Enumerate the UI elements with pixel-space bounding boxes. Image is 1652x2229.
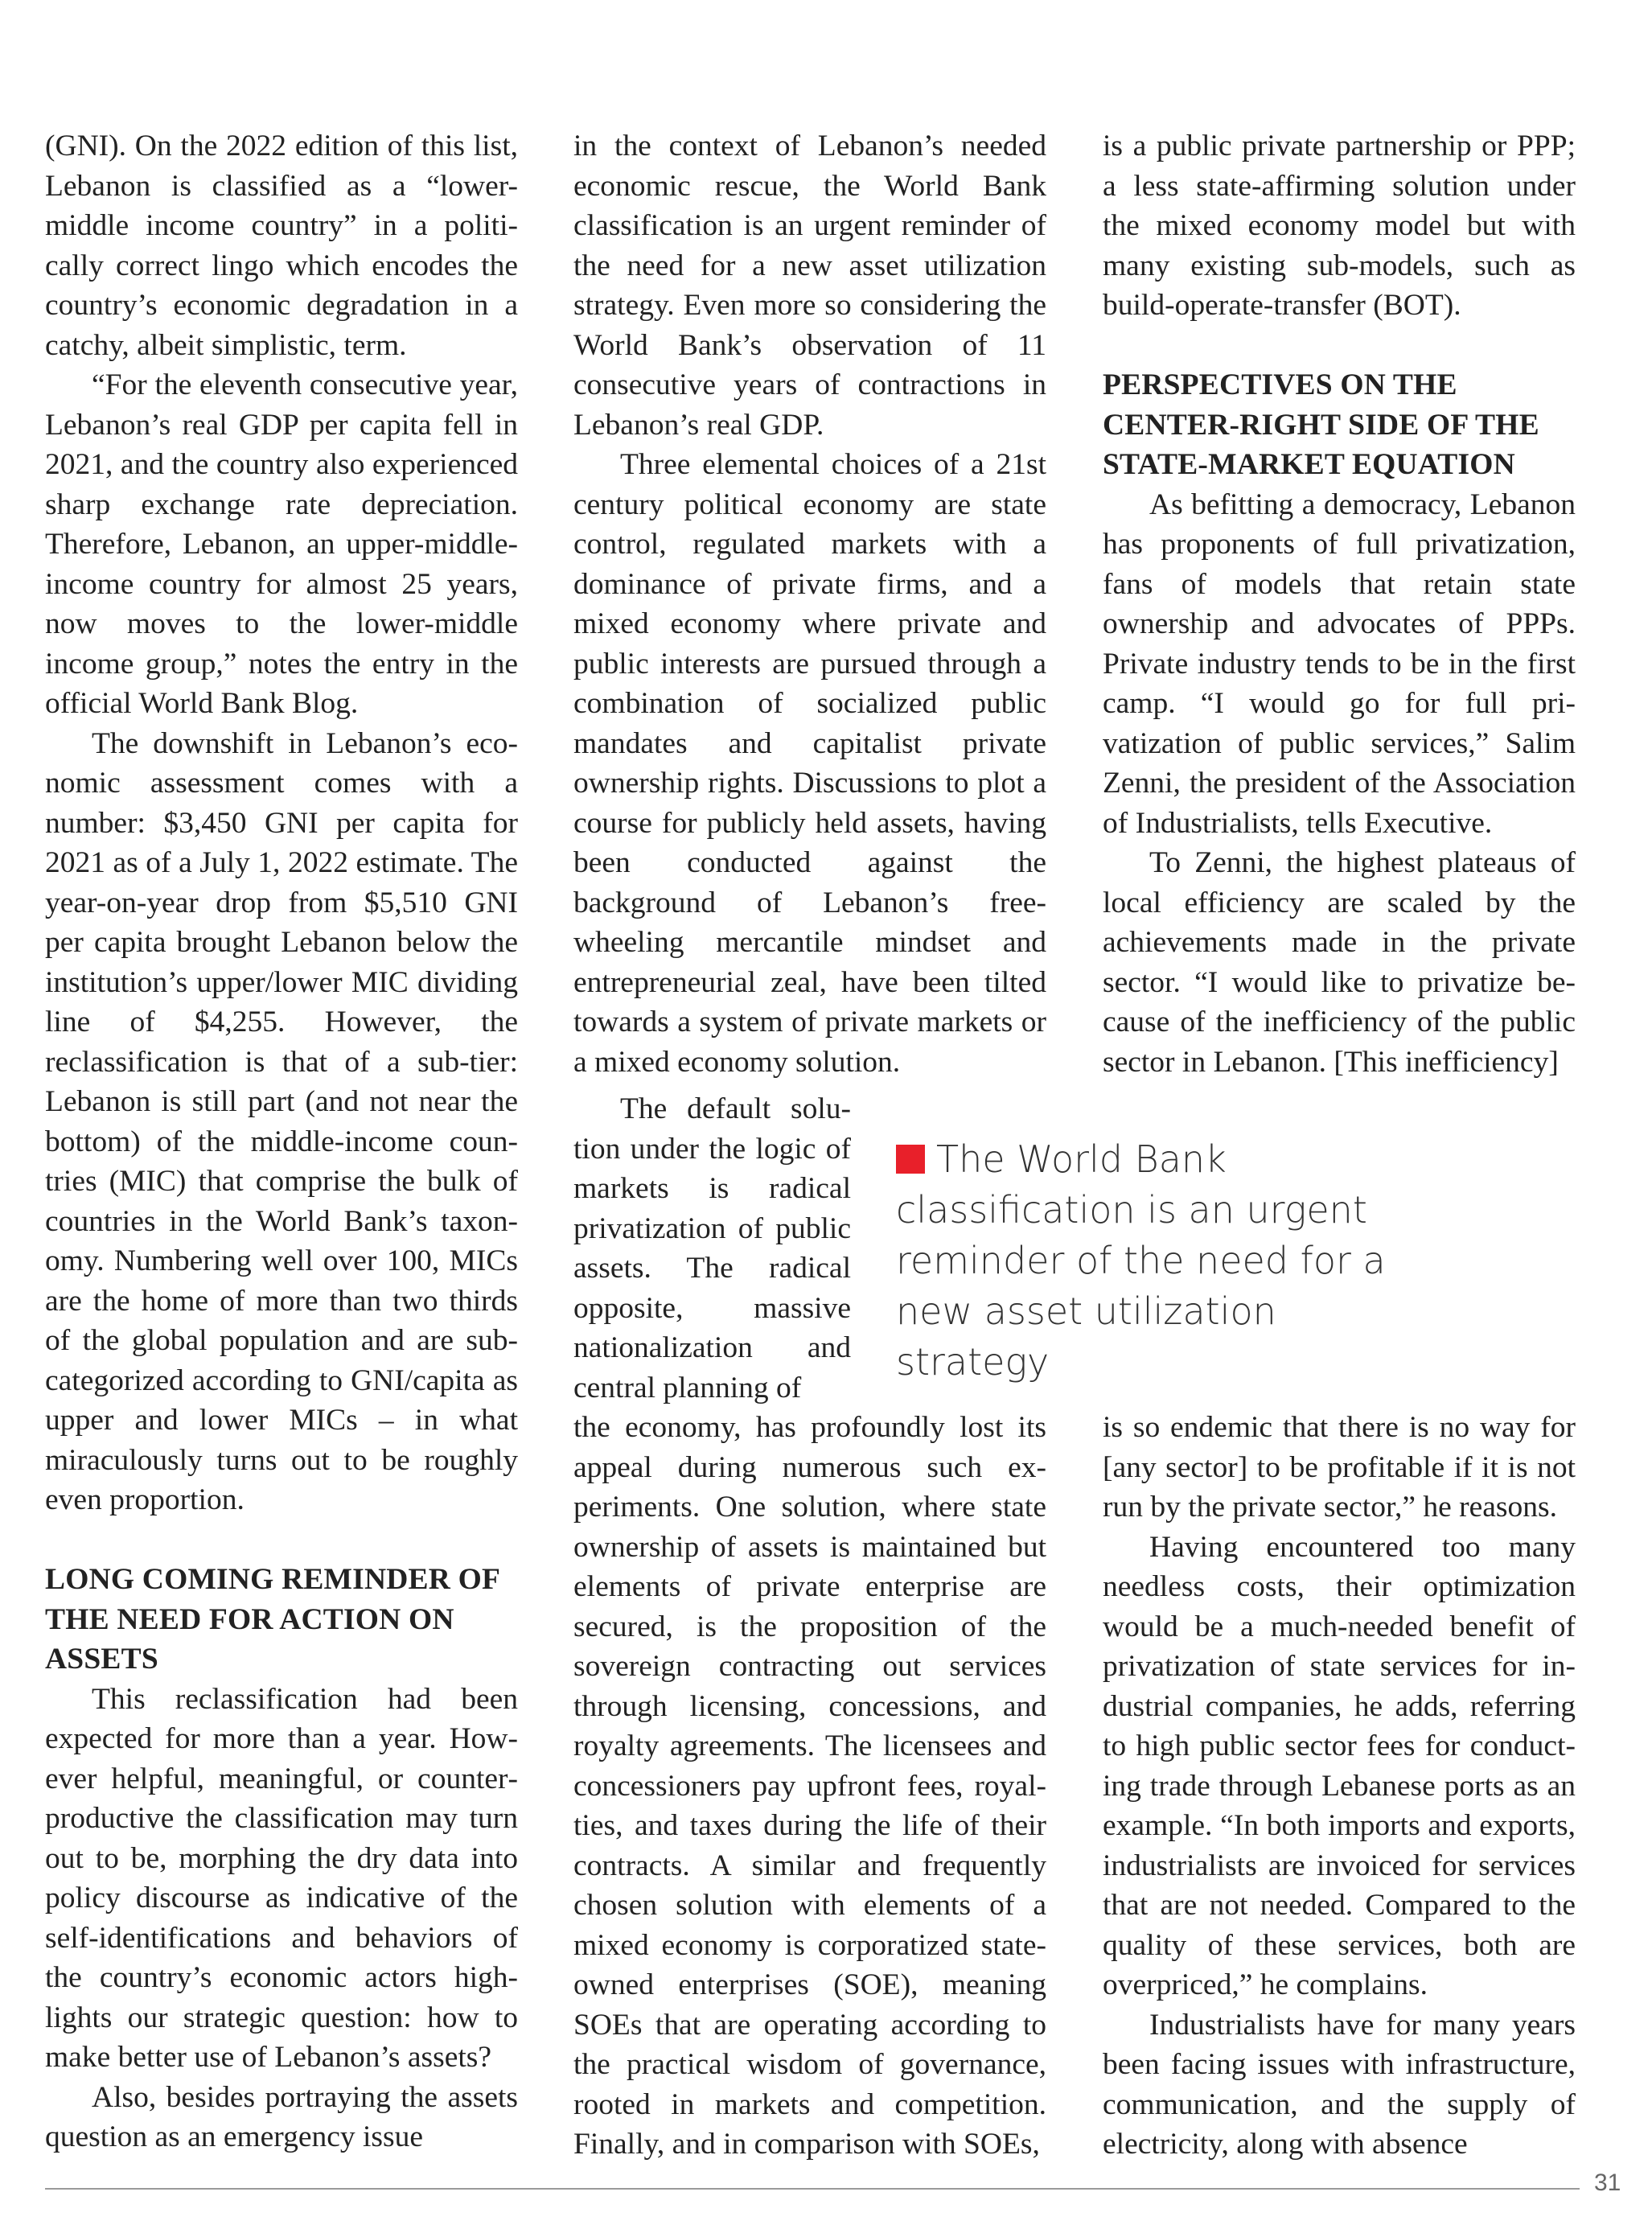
paragraph: Having encountered too many needless costs, their optimization would be a much-needed benefit of privatization of state services for industrial companies, he adds, referring to high public sector fees for conducting trade through Lebanese ports as an example. “In both imports and exports, industrialists are invoiced for services that are not needed. Compared to the quality of these services, both are overpriced,” he complains. — [1103, 1530, 1576, 2001]
paragraph: in the context of Lebanon’s needed economic rescue, the World Bank classification is an urgent reminder of the need for a new asset utilization strategy. Even more so considering the World Bank’s observation of 11 consecutive years of contractions in Lebanon’s real GDP. — [573, 130, 1046, 442]
section-heading: PERSPECTIVES ON THE CENTER-RIGHT SIDE OF THE STATE-MARKET EQUATION — [1103, 368, 1539, 481]
paragraph: The default solution under the logic of markets is radical privatization of public assets. The radical opposite, massive nationalization and central planning of — [573, 1092, 851, 1404]
section-heading: LONG COMING REMINDER OF THE NEED FOR ACTION ON ASSETS — [45, 1563, 499, 1676]
article-column-1 — [45, 126, 518, 2157]
paragraph: is a public private partnership or PPP; a less state-affirming solution under the mixed economy model but with many existing sub-models, such as build-operate-transfer (BOT). — [1103, 130, 1576, 322]
paragraph: is so endemic that there is no way for [any sector] to be profitable if it is not run by the private sector,” he reasons. — [1103, 1411, 1576, 1524]
red-square-icon — [896, 1145, 925, 1174]
paragraph: Three elemental choices of a 21st century political economy are state control, regulated markets with a dominance of private firms, and a mixed economy where private and public interests are pursued through a combination of socialized public mandates and capitalist private ownership rights. Discussions to plot a course for publicly held assets, having been conducted against the background of Lebanon’s freewheeling mercantile mindset and entrepreneurial zeal, have been tilted towards a system of private markets or a mixed economy solution. — [573, 448, 1046, 1079]
pull-quote-text: The World Bank classification is an urgent reminder of the need for a new asset utilization strategy — [896, 1137, 1386, 1384]
article-column-3 — [1103, 126, 1576, 1082]
paragraph: To Zenni, the highest plateaus of local efficiency are scaled by the achievements made in the private sector. “I would like to privatize because of the inefficiency of the public sector in Lebanon. [This inefficiency] — [1103, 846, 1576, 1079]
paragraph: “For the eleventh consecutive year, Lebanon’s real GDP per capita fell in 2021, and the country also experienced sharp exchange rate depreciation. Therefore, Lebanon, an upper-middle-income country for almost 25 years, now moves to the lower-middle income group,” notes the entry in the official World Bank Blog. — [45, 368, 518, 720]
article-column-2-narrow — [573, 1089, 851, 1408]
paragraph: The downshift in Lebanon’s economic assessment comes with a number: $3,450 GNI per capita for 2021 as of a July 1, 2022 estimate. The year-on-year drop from $5,510 GNI per capita brought Lebanon below the institution’s upper/lower MIC dividing line of $4,255. However, the reclassification is that of a sub-tier: Lebanon is still part (and not near the bottom) of the middle-income countries (MIC) that comprise the bulk of countries in the World Bank’s taxonomy. Numbering well over 100, MICs are the home of more than two thirds of the global population and are subcategorized according to GNI/capita as upper and lower MICs – in what miraculously turns out to be roughly even proportion. — [45, 726, 518, 1516]
paragraph: Industrialists have for many years been facing issues with infrastructure, communication, and the supply of electricity, along with absence — [1103, 2008, 1576, 2161]
article-column-2 — [573, 126, 1046, 1082]
article-column-3-lower — [1103, 1408, 1576, 2165]
paragraph: the economy, has profoundly lost its appeal during numerous such experiments. One solution, where state ownership of assets is maintained but elements of private enterprise are secured, is the proposition of the sovereign contracting out services through licensing, concessions, and royalty agreements. The licensees and concessioners pay upfront fees, royalties, and taxes during the life of their contracts. A similar and frequently chosen solution with elements of a mixed economy is corporatized state-owned enterprises (SOE), meaning SOEs that are operating according to the practical wisdom of governance, rooted in markets and competition. Finally, and in comparison with SOEs, — [573, 1411, 1046, 2161]
page-number: 31 — [1594, 2169, 1621, 2196]
paragraph: Also, besides portraying the assets question as an emergency issue — [45, 2080, 518, 2153]
paragraph: This reclassification had been expected for more than a year. However helpful, meaningful, or counterproductive the classification may turn out to be, morphing the dry data into policy discourse as indicative of the self-identifications and behaviors of the country’s economic actors highlights our strategic question: how to make better use of Lebanon’s assets? — [45, 1682, 518, 2074]
paragraph: As befitting a democracy, Lebanon has proponents of full privatization, fans of models that retain state ownership and advocates of PPPs. Private industry tends to be in the first camp. “I would go for full privatization of public services,” Salim Zenni, the president of the Association of Industrialists, tells Executive. — [1103, 487, 1576, 840]
footer-divider — [45, 2188, 1580, 2190]
article-column-2-lower — [573, 1408, 1046, 2165]
paragraph: (GNI). On the 2022 edition of this list, Lebanon is classified as a “lower-middle income country” in a politically correct lingo which encodes the country’s economic degradation in a catchy, albeit simplistic, term. — [45, 130, 518, 362]
pull-quote — [896, 1134, 1427, 1388]
